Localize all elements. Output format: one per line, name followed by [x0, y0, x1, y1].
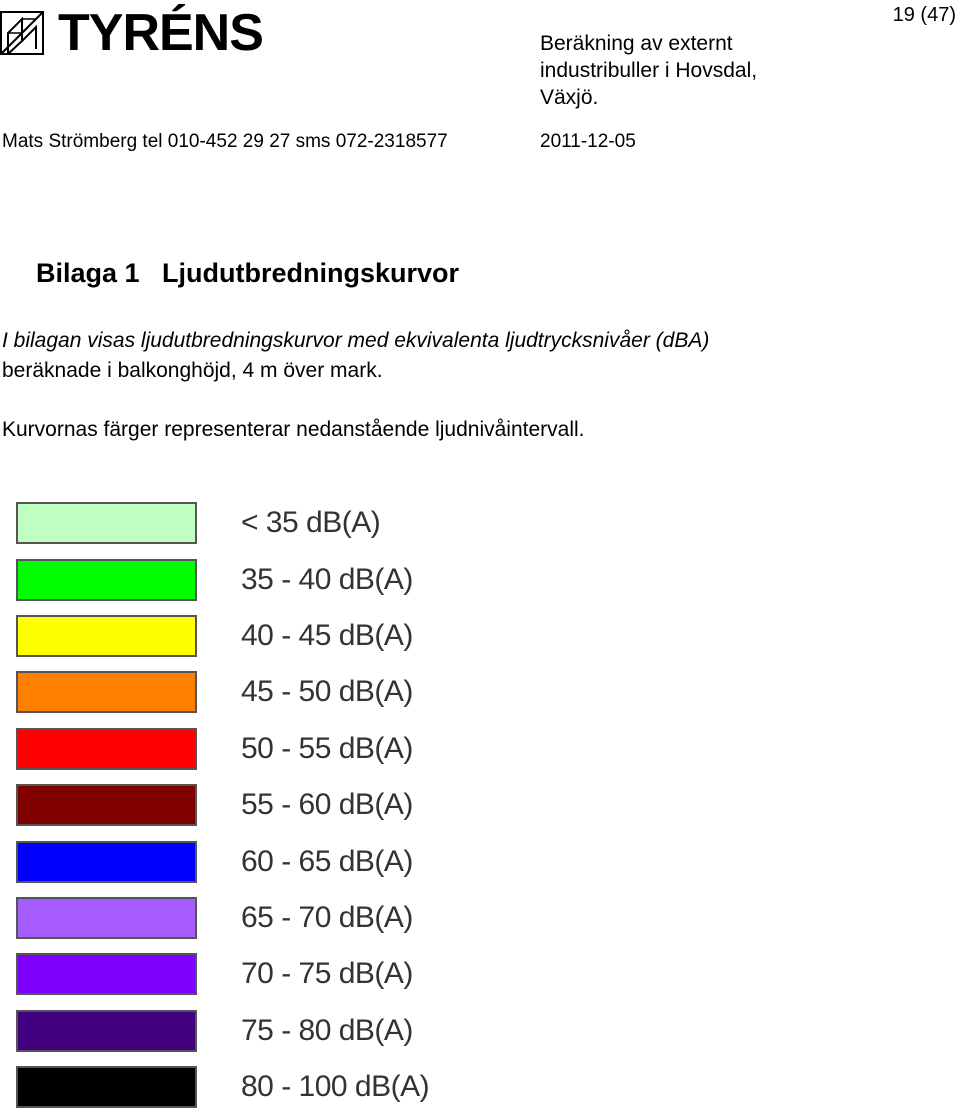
legend-row: [16, 664, 429, 720]
document-title-line: Beräkning av externt: [540, 32, 733, 55]
legend-label: 70 - 75 dB(A): [241, 957, 413, 991]
legend-row: [16, 551, 429, 607]
legend-row: [16, 833, 429, 889]
noise-level-legend: [16, 495, 429, 1115]
legend-swatch: [16, 671, 197, 713]
legend-swatch: [16, 841, 197, 883]
legend-label: 35 - 40 dB(A): [241, 562, 413, 596]
logo-text: TYRÉNS: [58, 4, 263, 62]
legend-label: 65 - 70 dB(A): [241, 900, 413, 934]
legend-label: < 35 dB(A): [241, 506, 381, 540]
company-logo: [0, 4, 263, 62]
section-heading: Bilaga 1 Ljudutbredningskurvor: [36, 258, 460, 288]
legend-label: 45 - 50 dB(A): [241, 675, 413, 709]
legend-swatch: [16, 1010, 197, 1052]
logo-mark-icon: [0, 11, 44, 55]
legend-row: [16, 946, 429, 1002]
legend-swatch: [16, 728, 197, 770]
legend-label: 75 - 80 dB(A): [241, 1013, 413, 1047]
legend-row: [16, 890, 429, 946]
legend-label: 60 - 65 dB(A): [241, 844, 413, 878]
legend-row: [16, 1003, 429, 1059]
intro-line-1: I bilagan visas ljudutbredningskurvor med ekvivalenta ljudtrycksnivåer (dBA): [2, 329, 710, 352]
legend-swatch: [16, 559, 197, 601]
author-contact: Mats Strömberg tel 010-452 29 27 sms 072-2318577: [2, 131, 448, 152]
legend-label: 40 - 45 dB(A): [241, 618, 413, 652]
intro-line-2: beräknade i balkonghöjd, 4 m över mark.: [2, 359, 383, 382]
document-title-line: industribuller i Hovsdal,: [540, 59, 758, 82]
color-note: Kurvornas färger representerar nedanstående ljudnivåintervall.: [2, 418, 585, 441]
legend-swatch: [16, 502, 197, 544]
document-date: 2011-12-05: [540, 131, 636, 152]
legend-label: 80 - 100 dB(A): [241, 1070, 430, 1104]
legend-row: [16, 1059, 429, 1115]
legend-label: 55 - 60 dB(A): [241, 788, 413, 822]
legend-swatch: [16, 897, 197, 939]
legend-row: [16, 721, 429, 777]
document-title-line: Växjö.: [540, 86, 599, 109]
legend-row: [16, 777, 429, 833]
legend-swatch: [16, 953, 197, 995]
legend-swatch: [16, 784, 197, 826]
legend-row: [16, 608, 429, 664]
legend-swatch: [16, 1066, 197, 1108]
legend-swatch: [16, 615, 197, 657]
intro-paragraph: [2, 326, 709, 386]
legend-label: 50 - 55 dB(A): [241, 731, 413, 765]
page-number: 19 (47): [892, 4, 956, 26]
document-title: [540, 30, 840, 111]
legend-row: [16, 495, 429, 551]
